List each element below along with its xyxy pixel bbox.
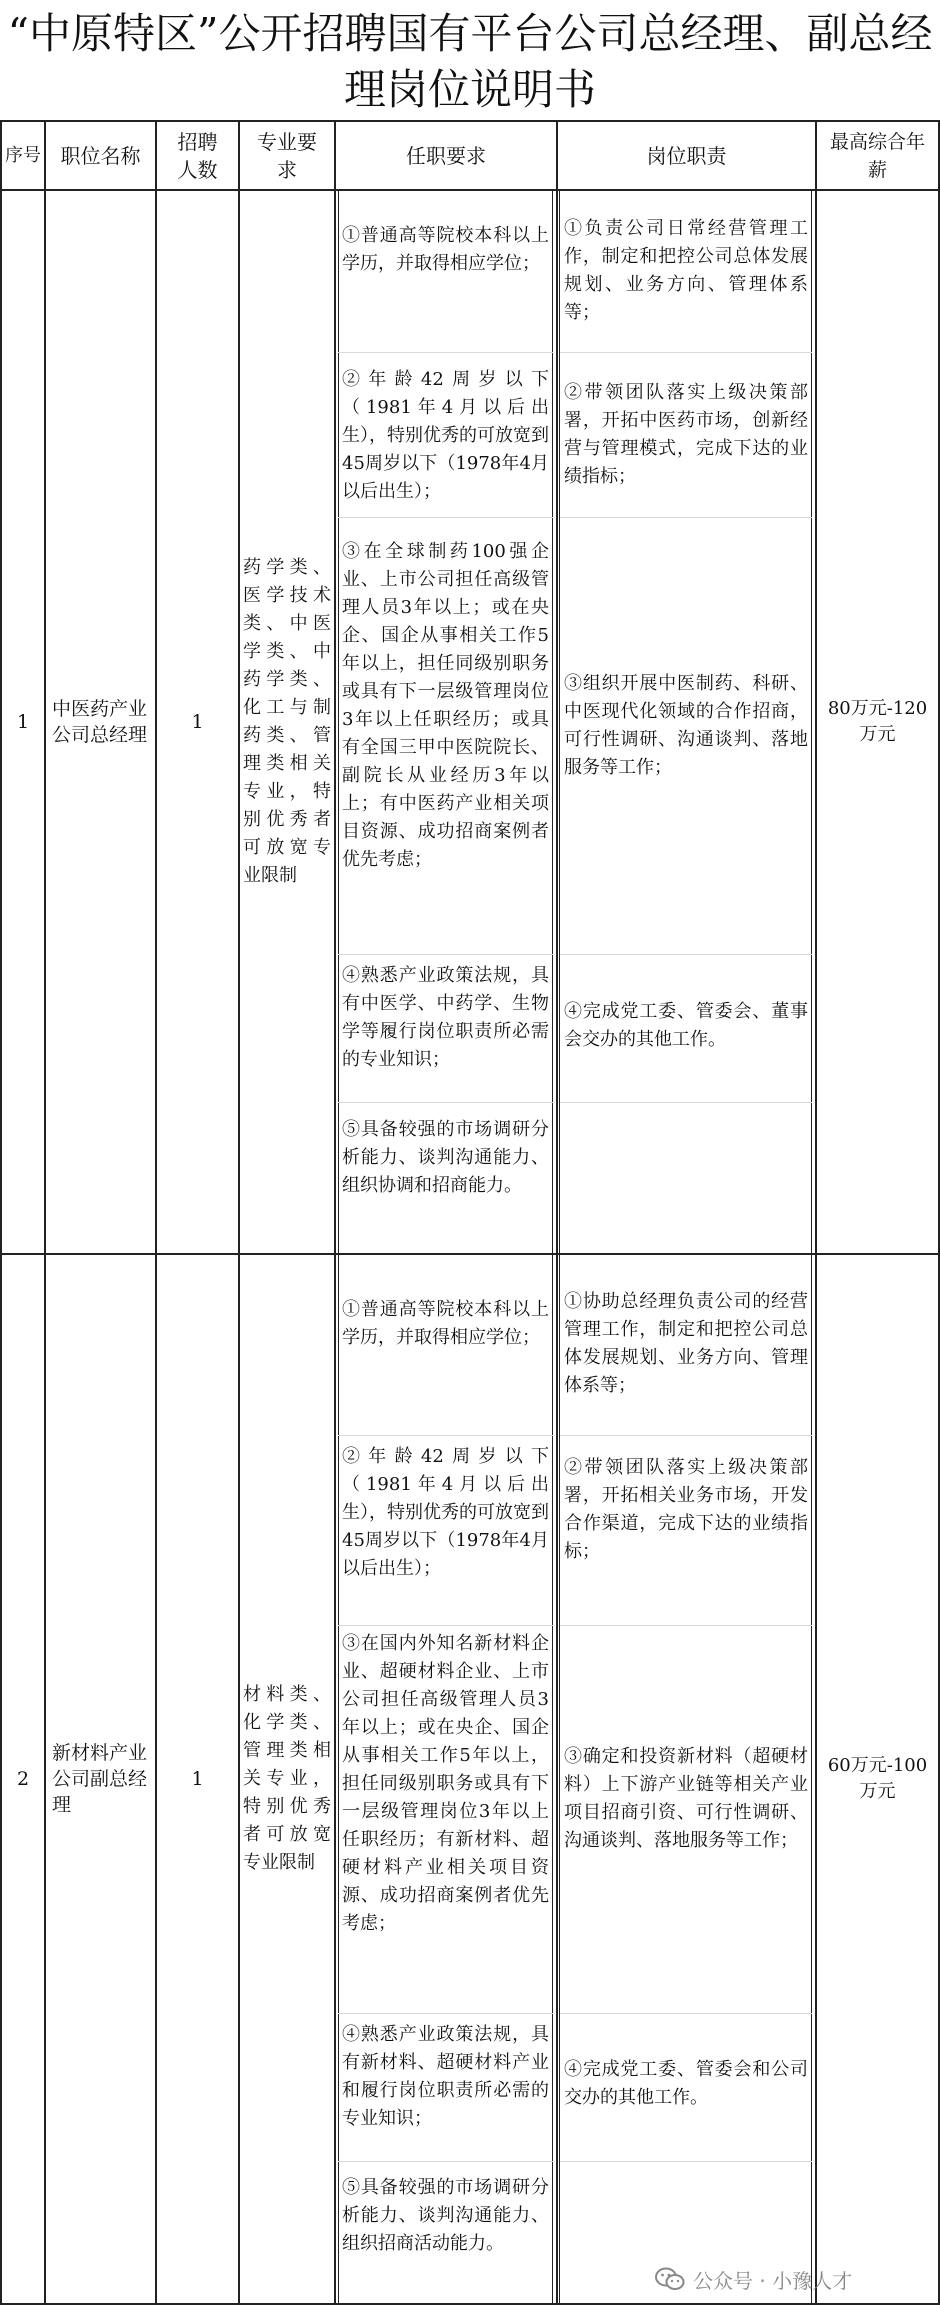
- row-1-requirement-5: ⑤具备较强的市场调研分析能力、谈判沟通能力、组织协调和招商能力。: [342, 1119, 549, 1196]
- row-1-position: 中医药产业公司总经理: [52, 698, 148, 746]
- header-requirements: 任职要求: [406, 143, 486, 168]
- row-2-requirement-3: ③在国内外知名新材料企业、超硬材料企业、上市公司担任高级管理人员3年以上；或在央企、国企从事相关工作5年以上，担任同级别职务或具有下一层级管理岗位3年以上任职经历；有新材料、超硬材料产业相关项目资源、成功招商案例者优先考虑；: [342, 1633, 549, 1934]
- row-1-count: 1: [191, 711, 204, 733]
- row-1-duty-2: ②带领团队落实上级决策部署，开拓中医药市场，创新经营与管理模式，完成下达的业绩指标；: [564, 382, 808, 487]
- watermark-text: 公众号 · 小豫人才: [693, 2268, 853, 2293]
- header-seq: 序号: [5, 144, 41, 166]
- row-2-duty-3: ③确定和投资新材料（超硬材料）上下游产业链等相关产业项目招商引资、可行性调研、沟通谈判、落地服务等工作；: [564, 1746, 808, 1851]
- row-1-requirement-2: ②年龄42周岁以下（1981年4月以后出生），特别优秀的可放宽到45周岁以下（1978年4月以后出生）；: [342, 369, 549, 502]
- row-2-requirement-4: ④熟悉产业政策法规，具有新材料、超硬材料产业和履行岗位职责所必需的专业知识；: [342, 2024, 549, 2129]
- row-2-seq: 2: [16, 1768, 30, 1790]
- row-1-duty-1: ①负责公司日常经营管理工作，制定和把控公司总体发展规划、业务方向、管理体系等；: [564, 218, 808, 323]
- row-1-requirement-3: ③在全球制药100强企业、上市公司担任高级管理人员3年以上；或在央企、国企从事相关工作5年以上，担任同级别职务或具有下一层级管理岗位3年以上任职经历；或具有全国三甲中医院院长、副院长从业经历3年以上；有中医药产业相关项目资源、成功招商案例者优先考虑；: [342, 541, 549, 870]
- header-count: 招聘人数: [177, 129, 218, 182]
- row-2-duty-2: ②带领团队落实上级决策部署，开拓相关业务市场，开发合作渠道，完成下达的业绩指标；: [564, 1457, 808, 1562]
- row-2-duty-4: ④完成党工委、管委会和公司交办的其他工作。: [564, 2059, 808, 2108]
- watermark: [655, 2260, 940, 2298]
- header-duties: 岗位职责: [646, 143, 727, 168]
- row-2-position: 新材料产业公司副总经理: [52, 1742, 148, 1816]
- row-2-requirement-2: ②年龄42周岁以下（1981年4月以后出生），特别优秀的可放宽到45周岁以下（1978年4月以后出生）；: [342, 1446, 549, 1579]
- row-2-salary: 60万元-100万元: [827, 1755, 928, 1802]
- job-description-table: [0, 120, 940, 2305]
- row-2-requirement-1: ①普通高等院校本科以上学历，并取得相应学位；: [342, 1299, 549, 1348]
- document-title: [0, 0, 940, 120]
- header-position: 职位名称: [60, 143, 141, 168]
- row-1-salary: 80万元-120万元: [827, 698, 928, 745]
- header-major: 专业要求: [257, 129, 317, 182]
- row-2-duty-1: ①协助总经理负责公司的经营管理工作，制定和把控公司总体发展规划、业务方向、管理体系等；: [564, 1291, 808, 1396]
- title-line-1: “中原特区”公开招聘国有平台公司总经理、副总经: [7, 9, 933, 58]
- row-1-major: 药学类、医学技术类、中医学类、中药学类、化工与制药类、管理类相关专业，特别优秀者可放宽专业限制: [243, 557, 331, 886]
- row-1-seq: 1: [16, 711, 30, 733]
- wechat-icon: [655, 2266, 685, 2292]
- row-2-count: 1: [191, 1768, 204, 1790]
- header-salary: 最高综合年薪: [829, 130, 925, 181]
- row-1-duty-4: ④完成党工委、管委会、董事会交办的其他工作。: [564, 1001, 808, 1050]
- row-1-duty-3: ③组织开展中医制药、科研、中医现代化领域的合作招商，可行性调研、沟通谈判、落地服务等工作；: [564, 673, 808, 778]
- row-2-requirement-5: ⑤具备较强的市场调研分析能力、谈判沟通能力、组织招商活动能力。: [342, 2177, 549, 2254]
- title-line-2: 理岗位说明书: [343, 65, 596, 114]
- row-1-requirement-1: ①普通高等院校本科以上学历，并取得相应学位；: [342, 225, 549, 274]
- row-1-requirement-4: ④熟悉产业政策法规，具有中医学、中药学、生物学等履行岗位职责所必需的专业知识；: [342, 965, 549, 1070]
- row-2-major: 材料类、化学类、管理类相关专业，特别优秀者可放宽专业限制: [243, 1684, 331, 1873]
